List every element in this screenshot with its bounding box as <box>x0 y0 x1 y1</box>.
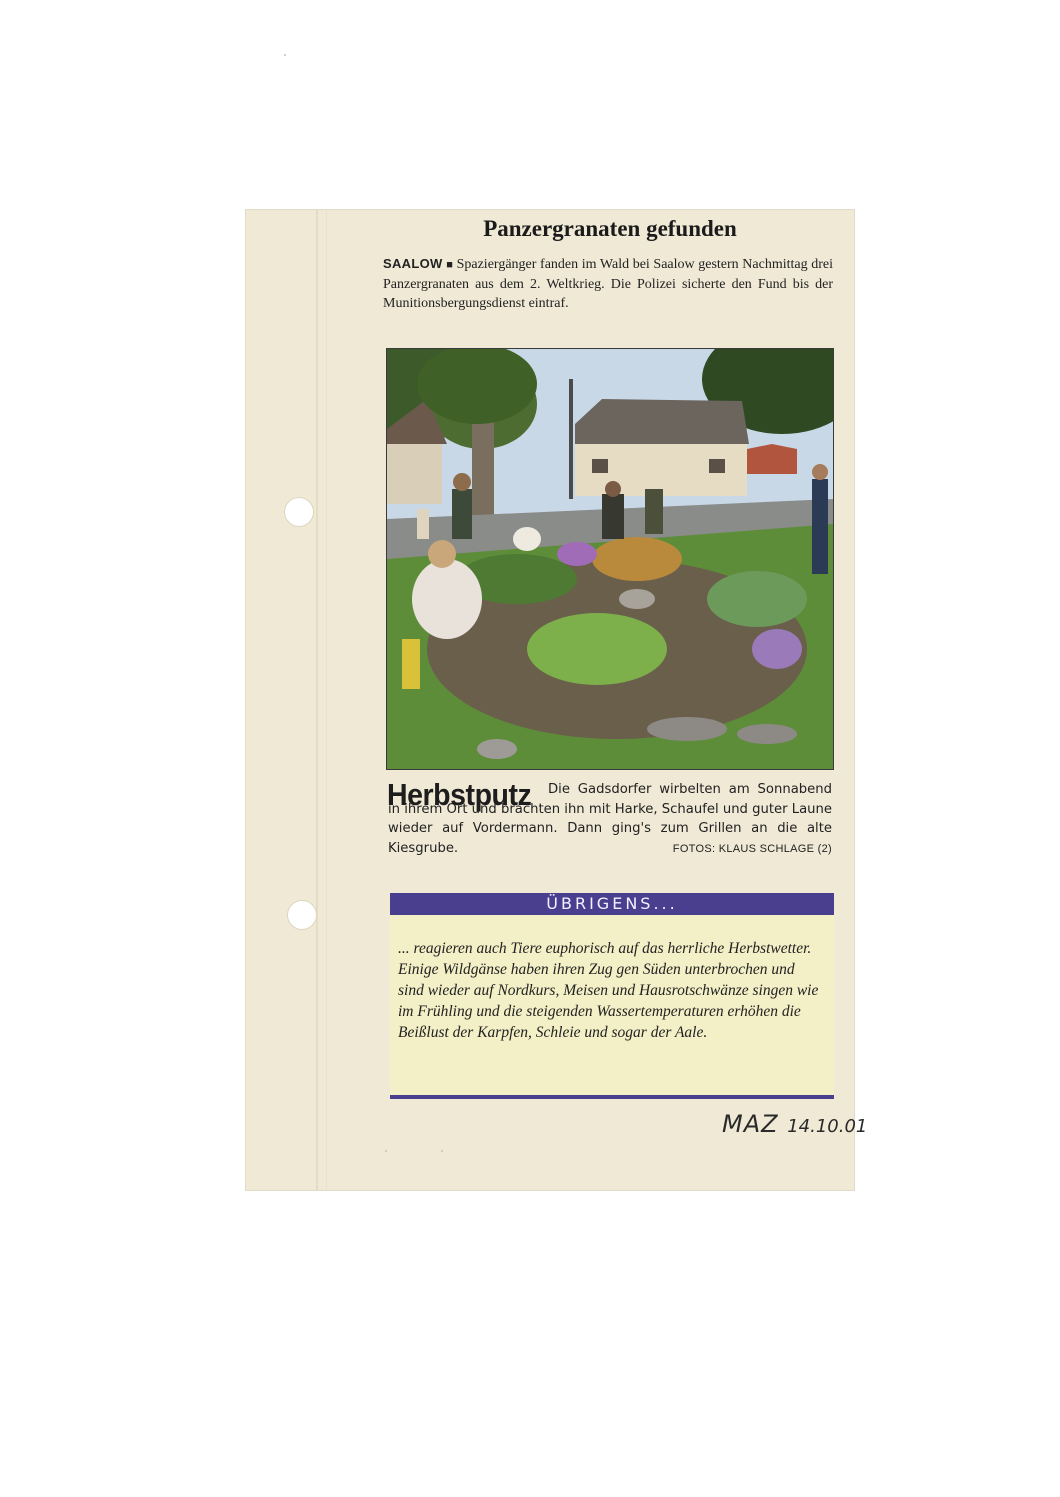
handwritten-annotation <box>722 1110 867 1138</box>
garden-photo <box>386 348 834 770</box>
paper-speck <box>284 54 286 56</box>
caption-text: Die Gadsdorfer wirbelten am Sonnabend in ihrem Ort und brachten ihn mit Harke, Schaufel und guter Laune wieder auf Vordermann. Dann ging's zum Grillen an die alte Kiesgrube. <box>388 782 833 856</box>
paper-fold-line <box>316 210 318 1190</box>
ubrigens-text: ... reagieren auch Tiere euphorisch auf das herrliche Herbstwetter. Einige Wildgänse haben ihren Zug gen Süden unterbrochen und sind wieder auf Nordkurs, Meisen und Hausrotschwänze singen wie im Frühling und die steigenden Wassertemperaturen erhöhen die Beißlust der Karpfen, Schleie und sogar der Aale. <box>398 940 819 1041</box>
article-headline: Panzergranaten gefunden <box>483 216 737 241</box>
photo-caption <box>388 780 832 859</box>
punch-hole <box>284 497 314 527</box>
paper-speck <box>385 1150 387 1152</box>
garden-photo-illustration <box>387 349 833 769</box>
caption-title-space <box>388 792 548 793</box>
article-body <box>383 254 833 313</box>
handwritten-date: 14.10.01 <box>787 1116 868 1137</box>
paper-speck <box>441 1150 443 1152</box>
article-text: Spaziergänger fanden im Wald bei Saalow gestern Nachmittag drei Panzergranaten aus dem 2. Weltkrieg. Die Polizei sicherte den Fund bis der Munitionsbergungsdienst eintraf. <box>383 257 833 311</box>
handwritten-source: MAZ <box>722 1110 779 1138</box>
paper-fold-line <box>326 210 327 1190</box>
caption-title: Herbstputz <box>387 777 532 812</box>
punch-hole <box>287 900 317 930</box>
dateline-marker: ■ <box>446 259 453 271</box>
ubrigens-header: ÜBRIGENS... <box>390 893 834 915</box>
photo-credit: FOTOS: KLAUS SCHLAGE (2) <box>672 842 832 855</box>
dateline-location: SAALOW <box>383 256 443 271</box>
